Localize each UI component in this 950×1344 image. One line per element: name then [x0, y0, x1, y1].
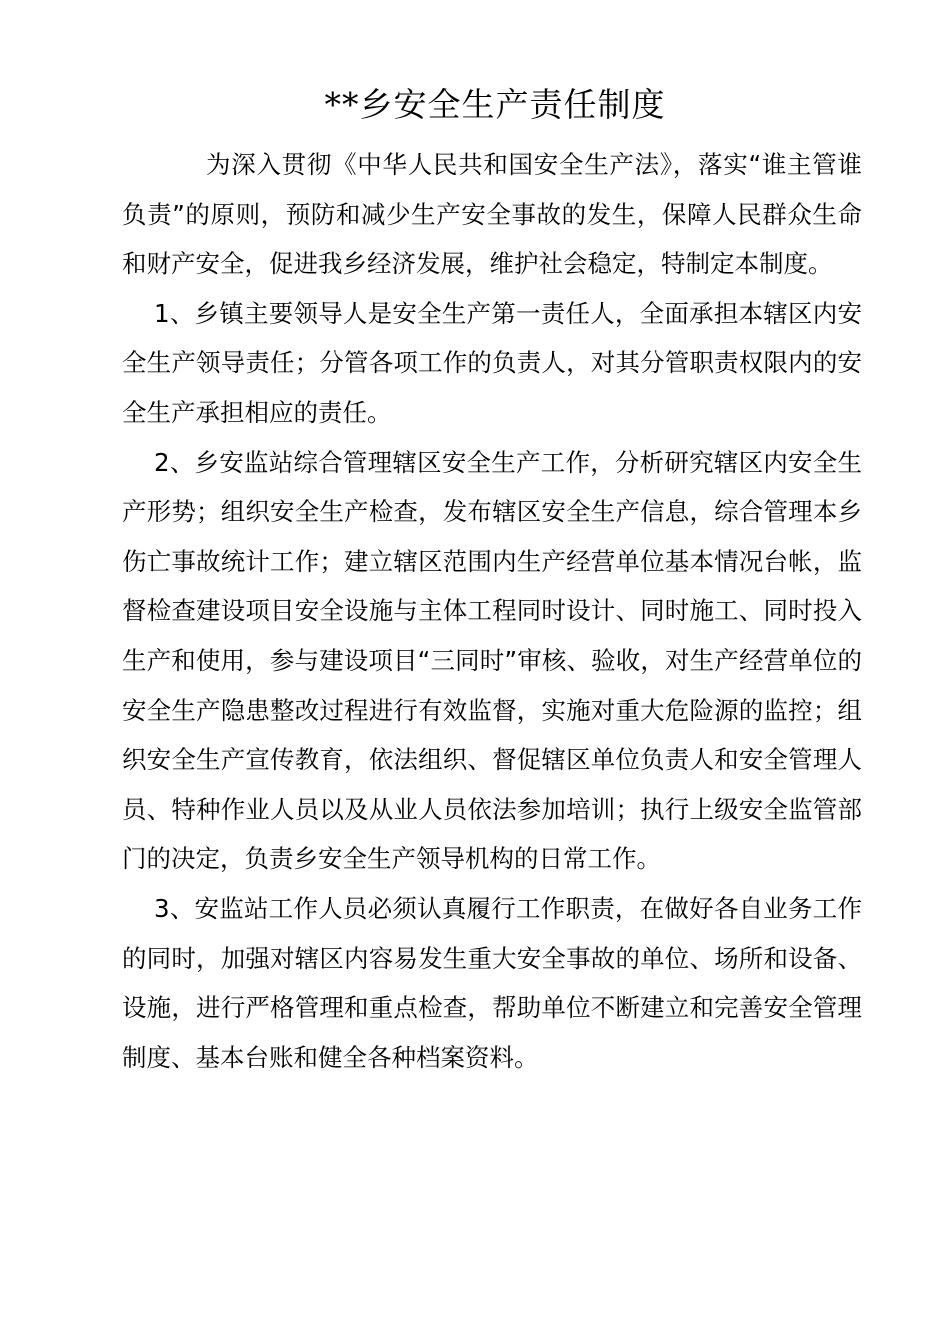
clause-2-paragraph: 2、乡安监站综合管理辖区安全生产工作，分析研究辖区内安全生产形势；组织安全生产检查，发布辖区安全生产信息，综合管理本乡伤亡事故统计工作；建立辖区范围内生产经营单位基本情况台帐，监督检查建设项目安全设施与主体工程同时设计、同时施工、同时投入生产和使用，参与建设项目“三同时”审核、验收，对生产经营单位的安全生产隐患整改过程进行有效监督，实施对重大危险源的监控；组织安全生产宣传教育，依法组织、督促辖区单位负责人和安全管理人员、特种作业人员以及从业人员依法参加培训；执行上级安全监管部门的决定，负责乡安全生产领导机构的日常工作。: [122, 447, 862, 874]
intro-paragraph: 为深入贯彻《中华人民共和国安全生产法》，落实“谁主管谁负责”的原则，预防和减少生产安全事故的发生，保障人民群众生命和财产安全，促进我乡经济发展，维护社会稳定，特制定本制度。: [122, 150, 862, 279]
clause-1-paragraph: 1、乡镇主要领导人是安全生产第一责任人，全面承担本辖区内安全生产领导责任；分管各项工作的负责人，对其分管职责权限内的安全生产承担相应的责任。: [122, 298, 862, 427]
document-title: **乡安全生产责任制度: [324, 85, 666, 124]
clause-3-paragraph: 3、安监站工作人员必须认真履行工作职责，在做好各自业务工作的同时，加强对辖区内容易发生重大安全事故的单位、场所和设备、设施，进行严格管理和重点检查，帮助单位不断建立和完善安全管理制度、基本台账和健全各种档案资料。: [122, 893, 862, 1072]
document-body: [122, 140, 862, 1082]
